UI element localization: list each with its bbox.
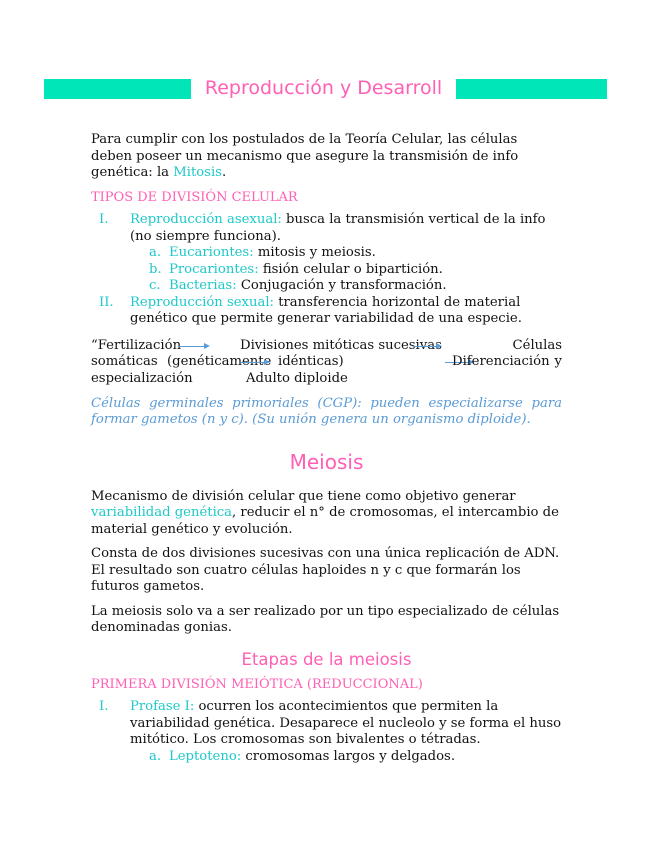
meiosis-heading: Meiosis (289, 449, 364, 474)
meiosis-p1-text: Mecanismo de división celular que tiene como objetivo generar (91, 488, 516, 504)
title-bar-right (456, 79, 607, 99)
sublist-number: b. (149, 261, 162, 277)
mitosis-term: Mitosis (173, 165, 222, 180)
flow-celulas: Células (512, 337, 562, 353)
arrow-icon (179, 346, 207, 347)
title-banner (44, 76, 607, 100)
meiosis-p1-end: , reducir el n° de cromosomas, el intercambio de material genético y evolución. (91, 505, 559, 537)
sublist-item (130, 749, 562, 766)
meiosis-paragraph-2: Consta de dos divisiones sucesivas con una única replicación de ADN. El resultado son cuatro células haploides n y c que formarán los futuros gametos. (91, 546, 560, 594)
sublist-item (130, 278, 562, 295)
sublist-term: Eucariontes: (169, 245, 254, 260)
sublist-number: a. (149, 245, 162, 260)
flow-geneticamente: (genéticamente (167, 354, 272, 369)
etapas-heading: Etapas de la meiosis (241, 649, 412, 669)
list-item (91, 212, 562, 295)
sublist (130, 245, 562, 295)
intro-text: Para cumplir con los postulados de la Teoría Celular, las células deben poseer un mecanismo que asegure la transmisión de info genética: la (91, 132, 519, 180)
meiosis-paragraph-3: La meiosis solo va a ser realizado por un tipo especializado de células denominadas gonias. (91, 603, 560, 635)
tipos-list (91, 212, 562, 328)
list-item (91, 295, 562, 328)
list-number: II. (99, 294, 114, 310)
list-term: Reproducción asexual: (130, 212, 282, 227)
fertilization-flow (91, 338, 562, 388)
sublist-term: Procariontes: (169, 261, 259, 277)
sublist-item (130, 262, 562, 279)
flow-identicas: idénticas) (278, 354, 344, 369)
sublist-desc: fisión celular o bipartición. (258, 261, 443, 277)
list-desc: ocurren los acontecimientos que permiten la variabilidad genética. Desaparece el nucleolo y se forma el huso mitótico. Los cromosomas son bivalentes o tétradas. (130, 699, 562, 747)
list-number: I. (99, 699, 109, 714)
sublist-number: a. (149, 748, 162, 764)
etapas-list (91, 699, 562, 765)
flow-especializacion: especialización (91, 370, 193, 386)
list-desc: transferencia horizontal de material genético que permite generar variabilidad de una especie. (130, 294, 522, 326)
intro-paragraph (91, 132, 562, 182)
flow-divisiones: Divisiones mitóticas sucesivas (240, 337, 442, 353)
document-body (91, 132, 562, 765)
sublist (130, 749, 562, 766)
list-term: Profase I: (130, 699, 195, 714)
sublist-desc: Conjugación y transformación. (236, 278, 447, 293)
meiosis-paragraph-1 (91, 489, 562, 539)
flow-y: y (554, 354, 562, 369)
list-term: Reproducción sexual: (130, 294, 274, 310)
sublist-term: Bacterias: (169, 278, 237, 293)
page-title: Reproducción y Desarroll (204, 77, 443, 99)
flow-diferenciacion: Diferenciación (452, 354, 550, 369)
list-number: I. (99, 212, 109, 227)
flow-somaticas: somáticas (91, 354, 158, 369)
flow-fertilizacion: “Fertilización (91, 337, 182, 353)
cgp-note: Células germinales primoriales (CGP): pueden especializarse para formar gametos (n y c). (Su unión genera un organismo diploide). (91, 395, 562, 427)
list-item (91, 699, 562, 765)
tipos-heading: TIPOS DE DIVISIÓN CELULAR (91, 189, 298, 205)
sublist-number: c. (149, 278, 161, 293)
arrow-icon (241, 362, 267, 363)
variabilidad-term: variabilidad genética (91, 505, 233, 520)
flow-adulto: Adulto diploide (246, 370, 348, 386)
sublist-term: Leptoteno: (169, 748, 242, 764)
sublist-desc: mitosis y meiosis. (253, 245, 376, 260)
intro-end: . (221, 165, 227, 180)
sublist-item (130, 245, 562, 262)
sublist-desc: cromosomas largos y delgados. (241, 748, 456, 764)
arrow-icon (413, 346, 439, 347)
title-bar-left (44, 79, 191, 99)
list-desc: busca la transmisión vertical de la info (no siempre funciona). (130, 212, 546, 244)
primera-division-heading: PRIMERA DIVISIÓN MEIÓTICA (REDUCCIONAL) (91, 676, 423, 692)
